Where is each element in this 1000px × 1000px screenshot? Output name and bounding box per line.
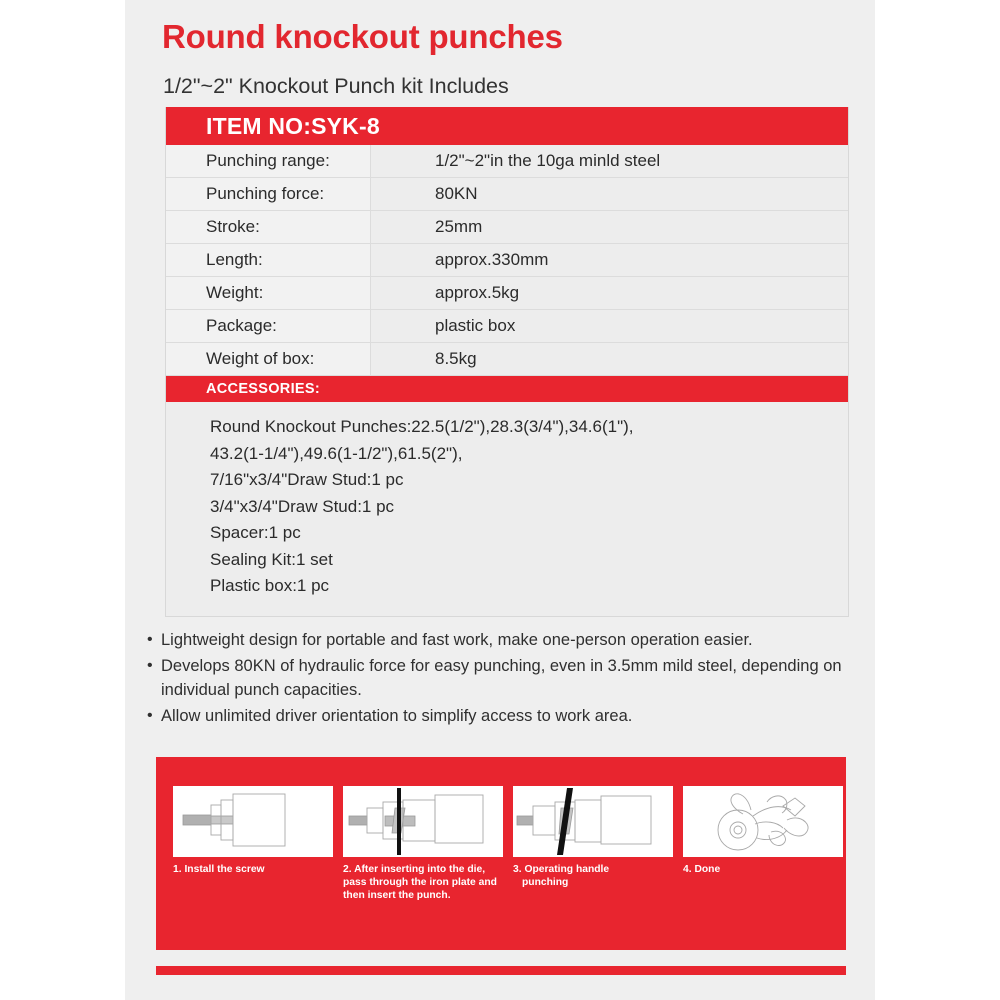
instruction-steps-panel xyxy=(156,757,846,949)
step-3-illustration xyxy=(513,786,673,857)
feature-text: Develops 80KN of hydraulic force for easy punching, even in 3.5mm mild steel, depending on individual punch capacities. xyxy=(161,657,842,699)
page-subtitle: 1/2"~2" Knockout Punch kit Includes xyxy=(163,74,509,98)
step-3-caption-line1: 3. Operating handle xyxy=(513,864,610,875)
spec-key: Weight: xyxy=(166,277,371,309)
step-1-illustration xyxy=(173,786,333,857)
install-screw-diagram-icon xyxy=(173,786,333,857)
step-2-caption-line2: pass through the iron plate xyxy=(343,877,476,888)
step-2 xyxy=(343,786,503,902)
item-no-label: ITEM NO:SYK-8 xyxy=(206,112,380,139)
step-3-caption-line2: punching xyxy=(522,877,569,888)
steps-row xyxy=(173,786,833,902)
spec-key: Punching force: xyxy=(166,178,371,210)
step-4-illustration xyxy=(683,786,843,857)
table-row xyxy=(166,310,848,343)
spec-key: Weight of box: xyxy=(166,343,371,375)
accessories-body xyxy=(166,402,848,617)
list-item xyxy=(147,628,859,652)
table-row xyxy=(166,343,848,376)
step-2-caption xyxy=(343,863,503,902)
accessory-line: Spacer:1 pc xyxy=(210,523,301,542)
spec-key: Package: xyxy=(166,310,371,342)
list-item xyxy=(147,654,859,702)
step-2-caption-line3: and then insert the punch. xyxy=(343,877,497,901)
accessory-line: Round Knockout Punches:22.5(1/2"),28.3(3/4"),34.6(1"), xyxy=(210,417,634,436)
bullet-icon: • xyxy=(147,707,153,724)
spec-value: 80KN xyxy=(371,178,848,210)
done-hand-holding-punch-icon xyxy=(683,786,843,857)
insert-die-diagram-icon xyxy=(343,786,503,857)
accessory-line: 43.2(1-1/4"),49.6(1-1/2"),61.5(2"), xyxy=(210,443,463,463)
table-row xyxy=(166,244,848,277)
accessory-line: 7/16"x3/4"Draw Stud:1 pc xyxy=(210,470,404,489)
accessories-header xyxy=(166,376,848,402)
bullet-icon: • xyxy=(147,657,153,674)
spec-value: approx.330mm xyxy=(371,244,848,276)
accessory-line: Plastic box:1 pc xyxy=(210,576,330,595)
accessory-line: 3/4"x3/4"Draw Stud:1 pc xyxy=(210,496,395,516)
accessories-label: ACCESSORIES: xyxy=(206,381,320,397)
step-3 xyxy=(513,786,673,902)
spec-value: approx.5kg xyxy=(371,277,848,309)
feature-text: Allow unlimited driver orientation to simplify access to work area. xyxy=(161,707,633,725)
table-row xyxy=(166,178,848,211)
step-2-caption-line1: 2. After inserting into the die, xyxy=(343,864,486,875)
step-4 xyxy=(683,786,843,902)
operating-handle-diagram-icon xyxy=(513,786,673,857)
spec-value: 8.5kg xyxy=(371,343,848,375)
step-1 xyxy=(173,786,333,902)
table-header-item-no xyxy=(166,107,848,145)
step-3-caption xyxy=(513,863,673,889)
step-1-caption-line1: 1. Install the screw xyxy=(173,864,265,875)
bullet-icon: • xyxy=(147,631,153,648)
step-4-caption-line1: 4. Done xyxy=(683,864,721,875)
list-item xyxy=(147,704,859,728)
bottom-bar-secondary xyxy=(156,966,846,975)
spec-value: 1/2"~2"in the 10ga minld steel xyxy=(371,145,848,177)
table-row xyxy=(166,211,848,244)
spec-key: Punching range: xyxy=(166,145,371,177)
spec-value: 25mm xyxy=(371,211,848,243)
table-row xyxy=(166,145,848,178)
accessory-line: Sealing Kit:1 set xyxy=(210,549,333,569)
spec-key: Stroke: xyxy=(166,211,371,243)
step-4-caption xyxy=(683,863,843,876)
bottom-bar-primary xyxy=(156,940,846,950)
specification-table xyxy=(165,107,849,617)
spec-value: plastic box xyxy=(371,310,848,342)
step-2-illustration xyxy=(343,786,503,857)
page-title: Round knockout punches xyxy=(162,18,563,55)
product-spec-sheet xyxy=(125,0,875,1000)
table-row xyxy=(166,277,848,310)
feature-list xyxy=(147,628,859,730)
spec-key: Length: xyxy=(166,244,371,276)
feature-text: Lightweight design for portable and fast work, make one-person operation easier. xyxy=(161,631,753,649)
step-1-caption xyxy=(173,863,333,876)
